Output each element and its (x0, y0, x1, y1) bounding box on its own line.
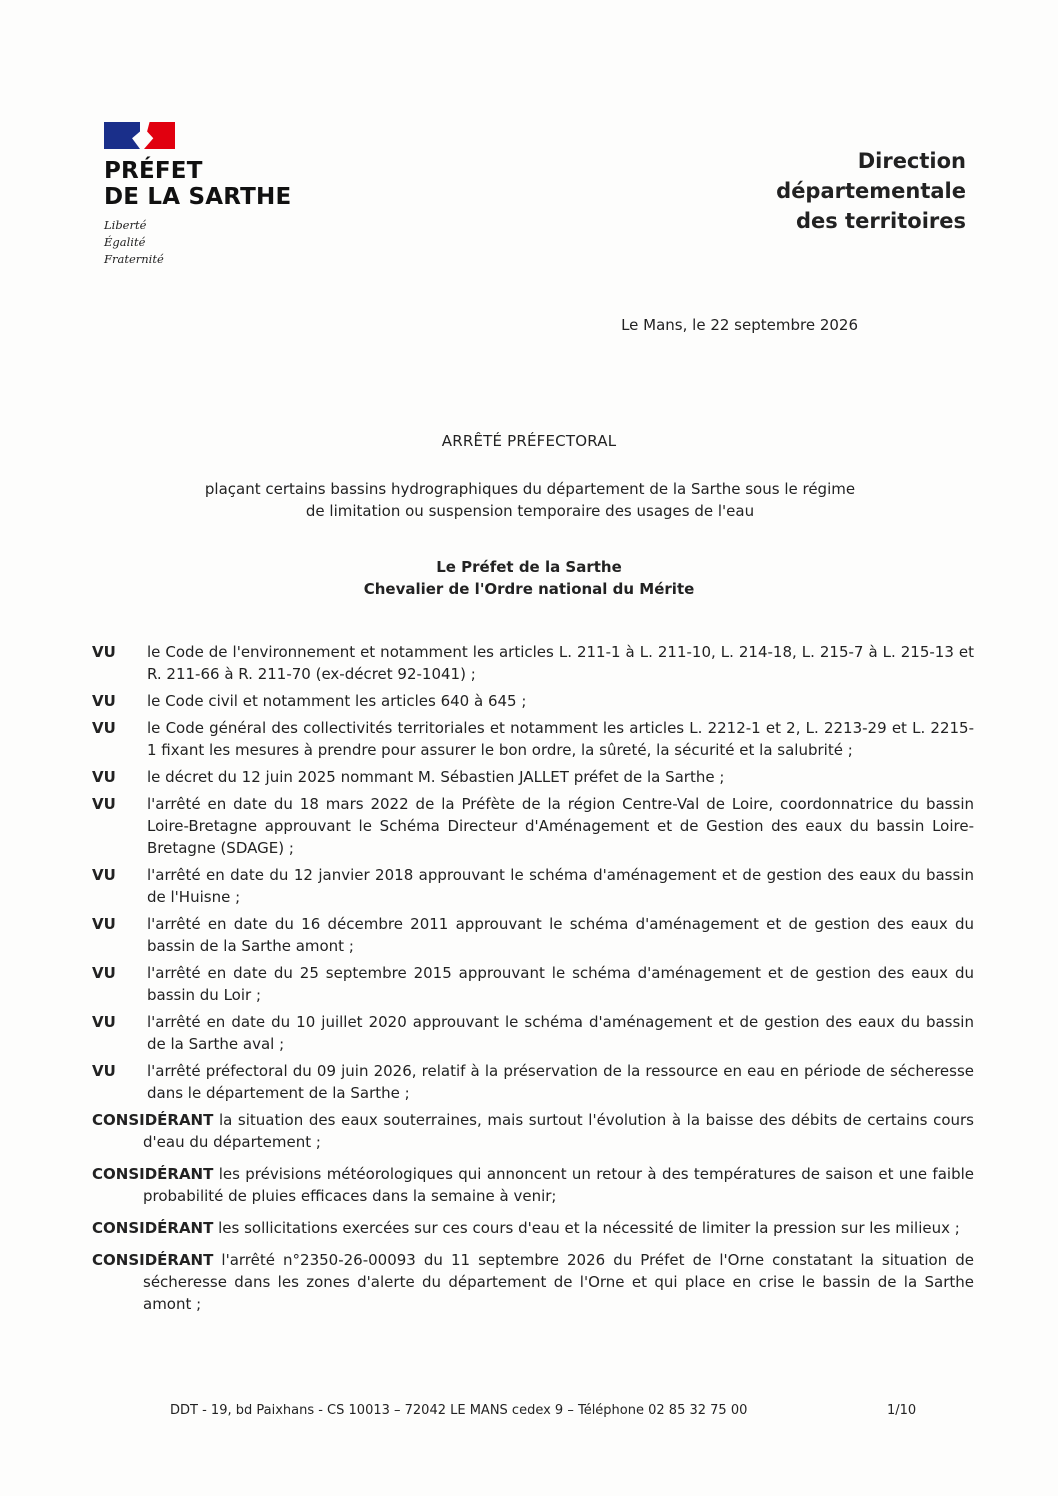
direction-line3: des territoires (795, 209, 966, 233)
vu-label: VU (92, 692, 116, 710)
vu-label: VU (92, 1062, 116, 1080)
considerant-text: les prévisions météorologiques qui annoncent un retour à des températures de saison et une faible probabilité de pluies efficaces dans la semaine à venir; (143, 1165, 974, 1205)
direction-heading (646, 146, 966, 236)
motto-line3: Fraternité (104, 252, 164, 266)
prefet-line1: Le Préfet de la Sarthe (436, 558, 622, 576)
vu-item (92, 690, 974, 712)
page-number: 1/10 (887, 1403, 917, 1418)
vu-item (92, 641, 974, 685)
considerant-item (92, 1109, 974, 1153)
considerant-text: les sollicitations exercées sur ces cours d'eau et la nécessité de limiter la pression sur les milieux ; (218, 1219, 960, 1237)
vu-text: l'arrêté en date du 12 janvier 2018 approuvant le schéma d'aménagement et de gestion des eaux du bassin de l'Huisne ; (147, 866, 974, 906)
vu-text: l'arrêté en date du 10 juillet 2020 approuvant le schéma d'aménagement et de gestion des eaux du bassin de la Sarthe aval ; (147, 1013, 974, 1053)
considerant-label: CONSIDÉRANT (92, 1165, 214, 1183)
considerant-list (92, 1109, 974, 1315)
vu-item (92, 864, 974, 908)
considerant-item (92, 1217, 974, 1239)
considerant-label: CONSIDÉRANT (92, 1219, 214, 1237)
vu-label: VU (92, 964, 116, 982)
marianne-flag-icon (104, 122, 175, 149)
considerant-item (92, 1163, 974, 1207)
vu-item (92, 913, 974, 957)
prefet-line2: Chevalier de l'Ordre national du Mérite (363, 580, 695, 598)
logo-title (104, 158, 324, 210)
vu-text: l'arrêté en date du 16 décembre 2011 approuvant le schéma d'aménagement et de gestion des eaux du bassin de la Sarthe amont ; (147, 915, 974, 955)
motto-line2: Égalité (104, 235, 146, 249)
vu-label: VU (92, 795, 116, 813)
footer-address: DDT - 19, bd Paixhans - CS 10013 – 72042 LE MANS cedex 9 – Téléphone 02 85 32 75 00 (170, 1403, 748, 1418)
vu-label: VU (92, 643, 116, 661)
document-date: Le Mans, le 22 septembre 2026 (621, 316, 858, 334)
vu-list (92, 641, 974, 1104)
direction-line2: départementale (776, 179, 966, 203)
vu-item (92, 717, 974, 761)
considerant-label: CONSIDÉRANT (92, 1251, 214, 1269)
vu-label: VU (92, 719, 116, 737)
considerant-label: CONSIDÉRANT (92, 1111, 214, 1129)
vu-item (92, 1011, 974, 1055)
vu-item (92, 1060, 974, 1104)
subtitle-line2: de limitation ou suspension temporaire des usages de l'eau (305, 502, 755, 520)
vu-text: l'arrêté en date du 25 septembre 2015 approuvant le schéma d'aménagement et de gestion des eaux du bassin du Loir ; (147, 964, 974, 1004)
considerant-text: la situation des eaux souterraines, mais surtout l'évolution à la baisse des débits de certains cours d'eau du département ; (143, 1111, 974, 1151)
vu-text: le décret du 12 juin 2025 nommant M. Sébastien JALLET préfet de la Sarthe ; (147, 768, 725, 786)
decree-body (92, 641, 974, 1325)
vu-label: VU (92, 768, 116, 786)
prefet-heading (0, 556, 1058, 600)
subtitle-line1: plaçant certains bassins hydrographiques du département de la Sarthe sous le régime (204, 480, 856, 498)
vu-text: l'arrêté préfectoral du 09 juin 2026, relatif à la préservation de la ressource en eau en période de sécheresse dans le département de la Sarthe ; (147, 1062, 974, 1102)
vu-label: VU (92, 915, 116, 933)
logo-title-line1: PRÉFET (104, 158, 203, 184)
vu-item (92, 962, 974, 1006)
motto-line1: Liberté (104, 218, 147, 232)
prefecture-logo (104, 122, 324, 268)
vu-item (92, 793, 974, 859)
vu-item (92, 766, 974, 788)
vu-text: le Code de l'environnement et notamment les articles L. 211-1 à L. 211-10, L. 214-18, L. 215-7 à L. 215-13 et R. 211-66 à R. 211-70 (ex-décret 92-1041) ; (147, 643, 974, 683)
considerant-item (92, 1249, 974, 1315)
vu-label: VU (92, 1013, 116, 1031)
direction-line1: Direction (857, 149, 966, 173)
document-subtitle (150, 478, 910, 522)
considerant-text: l'arrêté n°2350-26-00093 du 11 septembre 2026 du Préfet de l'Orne constatant la situation de sécheresse dans les zones d'alerte du département de l'Orne et qui place en crise le bassin de la Sarthe amont ; (143, 1251, 974, 1313)
vu-text: le Code civil et notamment les articles 640 à 645 ; (147, 692, 527, 710)
republic-motto (104, 217, 324, 268)
vu-text: le Code général des collectivités territoriales et notamment les articles L. 2212-1 et 2, L. 2213-29 et L. 2215-1 fixant les mesures à prendre pour assurer le bon ordre, la sûreté, la sécurité et la salubrité ; (147, 719, 974, 759)
document-title: ARRÊTÉ PRÉFECTORAL (441, 432, 617, 450)
vu-label: VU (92, 866, 116, 884)
vu-text: l'arrêté en date du 18 mars 2022 de la Préfète de la région Centre-Val de Loire, coordonnatrice du bassin Loire-Bretagne approuvant le Schéma Directeur d'Aménagement et de Gestion des eaux du bassin Loire-Bretagne (SDAGE) ; (147, 795, 974, 857)
logo-title-line2: DE LA SARTHE (104, 184, 292, 210)
